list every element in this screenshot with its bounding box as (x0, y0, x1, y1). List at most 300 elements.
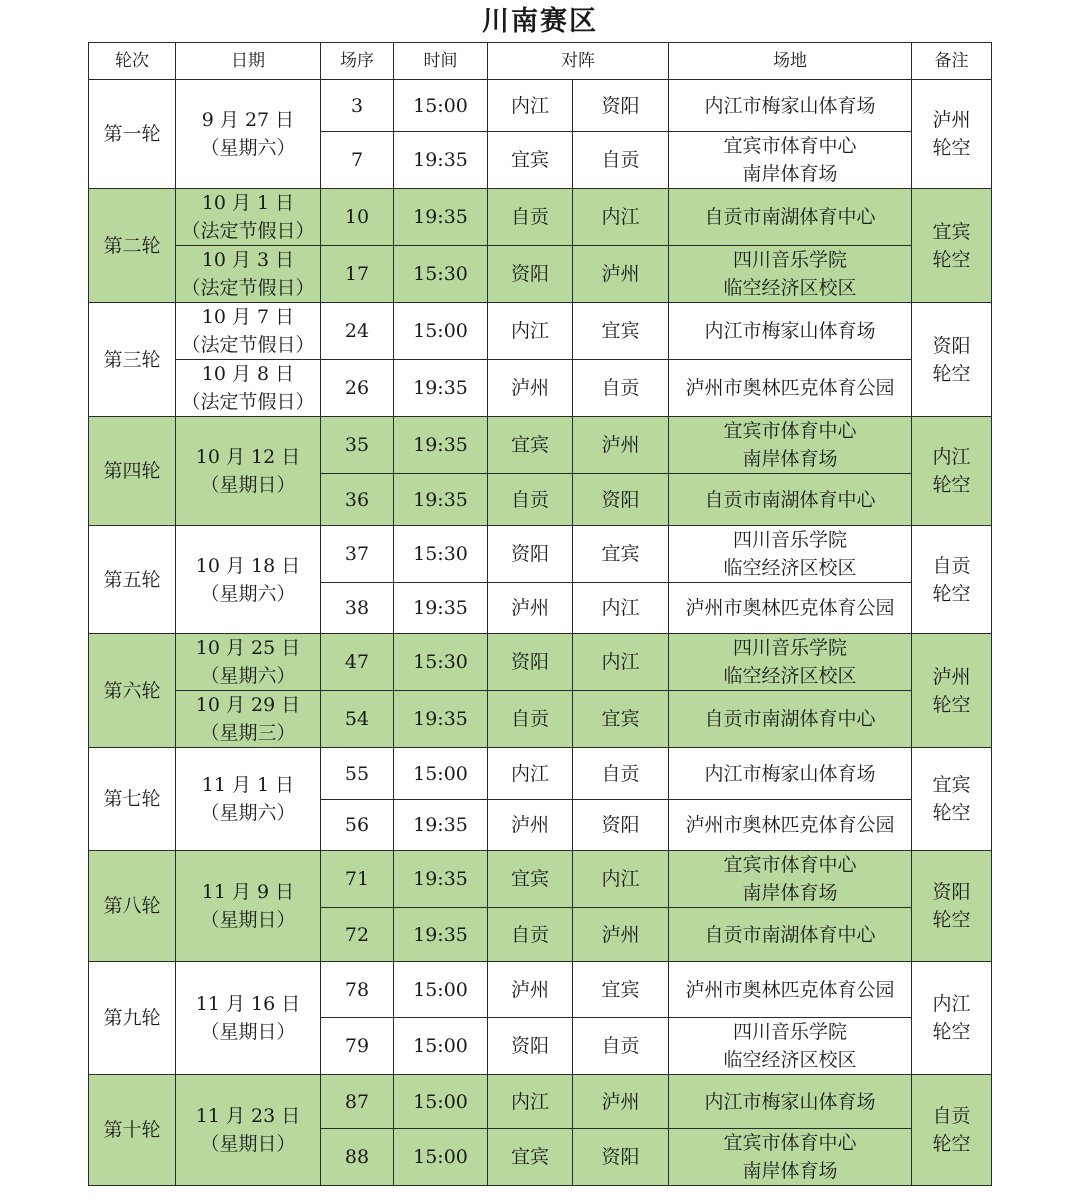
venue-cell-line: 泸州市奥林匹克体育公园 (685, 597, 895, 619)
venue-cell (669, 583, 912, 634)
time-cell (394, 417, 488, 474)
note-cell-line: 轮空 (932, 582, 971, 605)
home-team-cell-line: 泸州 (510, 814, 549, 836)
match-no-cell (321, 691, 394, 748)
note-cell-line: 轮空 (932, 1021, 971, 1043)
away-team-cell (573, 800, 669, 851)
match-no-cell (321, 132, 394, 189)
home-team-cell (488, 474, 573, 526)
home-team-cell (488, 800, 573, 851)
match-no-cell-line: 38 (344, 597, 370, 619)
time-cell-line: 15:00 (413, 1090, 468, 1113)
time-cell (394, 303, 488, 360)
date-cell (176, 1075, 321, 1186)
home-team-cell-line: 泸州 (510, 597, 549, 619)
header-round: 轮次 (89, 43, 176, 80)
home-team-cell-line: 内江 (510, 94, 549, 117)
date-cell-line: 10 月 25 日 (195, 637, 301, 659)
time-cell-line: 15:00 (413, 320, 468, 342)
away-team-cell-line: 自贡 (601, 149, 640, 171)
home-team-cell (488, 908, 573, 962)
date-cell (176, 360, 321, 417)
note-cell-line: 宜宾 (932, 220, 971, 243)
home-team-cell (488, 691, 573, 748)
venue-cell (669, 474, 912, 526)
home-team-cell-line: 宜宾 (510, 868, 549, 890)
match-no-cell-line: 24 (344, 320, 370, 342)
home-team-cell-line: 内江 (510, 320, 549, 342)
round-cell-line: 第三轮 (103, 348, 161, 371)
venue-cell-line: 南岸体育场 (742, 1160, 838, 1182)
note-cell-line: 轮空 (932, 693, 971, 716)
venue-cell-line: 南岸体育场 (742, 163, 838, 185)
match-no-cell (321, 962, 394, 1018)
time-cell (394, 526, 488, 583)
note-cell-line: 轮空 (932, 248, 971, 271)
round-cell (89, 80, 176, 189)
match-no-cell (321, 189, 394, 246)
away-team-cell-line: 泸州 (601, 434, 640, 456)
home-team-cell (488, 80, 573, 132)
match-no-cell-line: 37 (344, 543, 370, 565)
home-team-cell-line: 宜宾 (510, 1146, 549, 1168)
note-cell-line: 轮空 (932, 474, 971, 496)
venue-cell (669, 1075, 912, 1129)
note-cell-line: 轮空 (932, 802, 971, 824)
match-no-cell (321, 303, 394, 360)
venue-cell (669, 526, 912, 583)
time-cell (394, 1075, 488, 1129)
home-team-cell (488, 634, 573, 691)
venue-cell (669, 246, 912, 303)
time-cell (394, 132, 488, 189)
away-team-cell (573, 526, 669, 583)
home-team-cell-line: 宜宾 (510, 434, 549, 456)
match-no-cell (321, 474, 394, 526)
time-cell (394, 583, 488, 634)
venue-cell-line: 内江市梅家山体育场 (704, 94, 876, 117)
home-team-cell (488, 1075, 573, 1129)
time-cell-line: 15:30 (413, 263, 468, 285)
away-team-cell-line: 资阳 (601, 814, 640, 836)
date-cell (176, 80, 321, 189)
venue-cell-line: 四川音乐学院 (732, 1021, 847, 1043)
away-team-cell-line: 内江 (601, 651, 640, 673)
time-cell-line: 19:35 (413, 206, 468, 228)
round-cell (89, 303, 176, 417)
time-cell (394, 851, 488, 908)
home-team-cell (488, 851, 573, 908)
away-team-cell-line: 自贡 (601, 377, 640, 399)
venue-cell-line: 南岸体育场 (742, 882, 838, 904)
note-cell-line: 轮空 (932, 137, 971, 159)
schedule-table (88, 42, 992, 1186)
away-team-cell (573, 132, 669, 189)
date-cell-line: （法定节假日） (181, 220, 315, 242)
date-cell-line: （星期日） (200, 1021, 296, 1043)
match-no-cell (321, 80, 394, 132)
note-cell-line: 资阳 (932, 334, 971, 357)
note-cell-line: 泸州 (932, 109, 971, 131)
date-cell-line: 10 月 3 日 (201, 249, 295, 271)
time-cell (394, 634, 488, 691)
home-team-cell (488, 583, 573, 634)
round-cell (89, 417, 176, 526)
time-cell (394, 962, 488, 1018)
time-cell-line: 15:00 (413, 978, 468, 1001)
date-cell-line: 9 月 27 日 (201, 109, 295, 131)
venue-cell (669, 417, 912, 474)
date-cell-line: （星期六） (200, 802, 296, 824)
match-no-cell-line: 55 (344, 762, 370, 785)
venue-cell-line: 四川音乐学院 (732, 249, 847, 271)
match-row (89, 360, 992, 417)
venue-cell (669, 800, 912, 851)
match-no-cell (321, 526, 394, 583)
venue-cell-line: 四川音乐学院 (732, 637, 847, 659)
time-cell-line: 15:30 (413, 543, 468, 565)
round-cell-line: 第十轮 (103, 1119, 161, 1141)
match-no-cell (321, 634, 394, 691)
venue-cell-line: 泸州市奥林匹克体育公园 (685, 814, 895, 836)
away-team-cell (573, 474, 669, 526)
away-team-cell (573, 417, 669, 474)
time-cell (394, 748, 488, 800)
match-row (89, 748, 992, 800)
away-team-cell-line: 资阳 (601, 488, 640, 511)
time-cell-line: 15:30 (413, 651, 468, 673)
note-cell-line: 内江 (932, 993, 971, 1015)
venue-cell-line: 临空经济区校区 (723, 665, 857, 687)
date-cell-line: （法定节假日） (181, 391, 315, 413)
note-cell (912, 526, 992, 634)
home-team-cell-line: 泸州 (510, 377, 549, 399)
date-cell (176, 691, 321, 748)
match-no-cell-line: 88 (344, 1146, 370, 1168)
round-cell-line: 第四轮 (103, 460, 161, 482)
note-cell-line: 泸州 (932, 665, 971, 688)
match-no-cell-line: 54 (344, 708, 370, 730)
date-cell-line: 10 月 1 日 (201, 192, 295, 214)
venue-cell (669, 908, 912, 962)
time-cell-line: 19:35 (413, 434, 468, 456)
venue-cell-line: 临空经济区校区 (723, 1049, 857, 1071)
match-no-cell-line: 26 (344, 377, 370, 399)
date-cell-line: 11 月 9 日 (201, 881, 295, 903)
time-cell (394, 908, 488, 962)
time-cell (394, 189, 488, 246)
date-cell-line: （星期六） (200, 582, 296, 605)
away-team-cell-line: 泸州 (601, 923, 640, 946)
match-no-cell (321, 908, 394, 962)
match-no-cell (321, 851, 394, 908)
round-cell-line: 第五轮 (103, 568, 161, 591)
date-cell-line: （星期六） (200, 137, 296, 159)
match-no-cell-line: 56 (344, 814, 370, 836)
venue-cell-line: 临空经济区校区 (723, 557, 857, 579)
note-cell (912, 962, 992, 1075)
venue-cell-line: 四川音乐学院 (732, 529, 847, 551)
match-no-cell-line: 35 (344, 434, 370, 456)
match-row (89, 417, 992, 474)
date-cell (176, 748, 321, 851)
home-team-cell (488, 189, 573, 246)
date-cell (176, 417, 321, 526)
match-no-cell-line: 10 (344, 206, 370, 228)
home-team-cell-line: 资阳 (510, 1035, 549, 1057)
header-match-no: 场序 (321, 43, 394, 80)
match-row (89, 246, 992, 303)
venue-cell-line: 自贡市南湖体育中心 (704, 488, 876, 511)
venue-cell-line: 宜宾市体育中心 (723, 854, 857, 876)
match-row (89, 189, 992, 246)
home-team-cell-line: 内江 (510, 762, 549, 785)
match-row (89, 634, 992, 691)
home-team-cell-line: 自贡 (510, 708, 549, 730)
note-cell (912, 634, 992, 748)
venue-cell (669, 748, 912, 800)
match-row (89, 851, 992, 908)
date-cell-line: 11 月 1 日 (201, 774, 295, 796)
match-no-cell-line: 17 (344, 263, 370, 285)
match-no-cell (321, 748, 394, 800)
away-team-cell (573, 246, 669, 303)
away-team-cell-line: 宜宾 (601, 543, 640, 565)
away-team-cell-line: 宜宾 (601, 978, 640, 1001)
page-title: 川南赛区 (482, 6, 598, 37)
match-row (89, 962, 992, 1018)
time-cell-line: 19:35 (413, 814, 468, 836)
away-team-cell-line: 自贡 (601, 1035, 640, 1057)
away-team-cell-line: 资阳 (601, 94, 640, 117)
venue-cell-line: 内江市梅家山体育场 (704, 320, 876, 342)
round-cell (89, 526, 176, 634)
match-no-cell-line: 3 (350, 94, 364, 117)
round-cell (89, 189, 176, 303)
match-row (89, 303, 992, 360)
venue-cell-line: 内江市梅家山体育场 (704, 1090, 876, 1113)
round-cell (89, 962, 176, 1075)
date-cell (176, 526, 321, 634)
match-no-cell (321, 417, 394, 474)
match-no-cell-line: 72 (344, 923, 370, 946)
match-no-cell-line: 71 (344, 868, 370, 890)
note-cell (912, 417, 992, 526)
date-cell-line: （星期六） (200, 665, 296, 687)
match-no-cell (321, 1018, 394, 1075)
round-cell (89, 748, 176, 851)
venue-cell-line: 自贡市南湖体育中心 (704, 708, 876, 730)
time-cell-line: 19:35 (413, 597, 468, 619)
venue-cell-line: 宜宾市体育中心 (723, 135, 857, 157)
venue-cell (669, 691, 912, 748)
home-team-cell-line: 自贡 (510, 923, 549, 946)
match-row (89, 1075, 992, 1129)
venue-cell (669, 1129, 912, 1186)
home-team-cell-line: 资阳 (510, 543, 549, 565)
match-no-cell (321, 1075, 394, 1129)
away-team-cell (573, 189, 669, 246)
away-team-cell (573, 1075, 669, 1129)
match-no-cell (321, 800, 394, 851)
header-venue: 场地 (669, 43, 912, 80)
time-cell-line: 19:35 (413, 377, 468, 399)
round-cell-line: 第七轮 (103, 788, 161, 810)
away-team-cell (573, 583, 669, 634)
note-cell-line: 自贡 (932, 554, 971, 577)
home-team-cell (488, 1018, 573, 1075)
home-team-cell-line: 资阳 (510, 651, 549, 673)
time-cell-line: 19:35 (413, 488, 468, 511)
home-team-cell (488, 417, 573, 474)
date-cell-line: （星期日） (200, 474, 296, 496)
time-cell-line: 15:00 (413, 762, 468, 785)
date-cell-line: 11 月 16 日 (195, 993, 301, 1015)
time-cell-line: 15:00 (413, 1146, 468, 1168)
home-team-cell-line: 自贡 (510, 488, 549, 511)
away-team-cell-line: 资阳 (601, 1146, 640, 1168)
date-cell-line: 10 月 18 日 (195, 554, 301, 577)
home-team-cell-line: 自贡 (510, 206, 549, 228)
venue-cell-line: 内江市梅家山体育场 (704, 762, 876, 785)
match-no-cell-line: 47 (344, 651, 370, 673)
note-cell-line: 轮空 (932, 362, 971, 385)
away-team-cell (573, 748, 669, 800)
date-cell-line: （星期日） (200, 909, 296, 931)
venue-cell (669, 360, 912, 417)
away-team-cell (573, 962, 669, 1018)
away-team-cell-line: 内江 (601, 868, 640, 890)
venue-cell-line: 泸州市奥林匹克体育公园 (685, 978, 895, 1001)
round-cell-line: 第六轮 (103, 679, 161, 702)
round-cell-line: 第一轮 (103, 123, 161, 145)
note-cell (912, 80, 992, 189)
time-cell (394, 360, 488, 417)
match-row (89, 80, 992, 132)
away-team-cell-line: 宜宾 (601, 320, 640, 342)
venue-cell-line: 宜宾市体育中心 (723, 420, 857, 442)
home-team-cell-line: 资阳 (510, 263, 549, 285)
date-cell-line: （星期日） (200, 1133, 296, 1155)
home-team-cell (488, 303, 573, 360)
away-team-cell (573, 80, 669, 132)
venue-cell-line: 自贡市南湖体育中心 (704, 923, 876, 946)
date-cell-line: 10 月 29 日 (195, 694, 301, 716)
date-cell-line: 10 月 12 日 (195, 446, 301, 468)
note-cell-line: 轮空 (932, 1133, 971, 1155)
venue-cell-line: 自贡市南湖体育中心 (704, 206, 876, 228)
note-cell (912, 851, 992, 962)
venue-cell (669, 80, 912, 132)
time-cell (394, 246, 488, 303)
away-team-cell-line: 泸州 (601, 263, 640, 285)
home-team-cell (488, 1129, 573, 1186)
match-no-cell-line: 79 (344, 1035, 370, 1057)
round-cell (89, 634, 176, 748)
home-team-cell (488, 246, 573, 303)
time-cell-line: 19:35 (413, 708, 468, 730)
header-matchup: 对阵 (488, 43, 669, 80)
time-cell (394, 800, 488, 851)
note-cell (912, 1075, 992, 1186)
time-cell-line: 19:35 (413, 868, 468, 890)
date-cell (176, 246, 321, 303)
round-cell-line: 第二轮 (103, 234, 161, 257)
venue-cell (669, 851, 912, 908)
note-cell-line: 资阳 (932, 881, 971, 903)
venue-cell (669, 962, 912, 1018)
match-no-cell-line: 78 (344, 978, 370, 1001)
time-cell (394, 80, 488, 132)
match-no-cell (321, 360, 394, 417)
venue-cell-line: 南岸体育场 (742, 448, 838, 470)
time-cell (394, 1129, 488, 1186)
time-cell-line: 19:35 (413, 923, 468, 946)
away-team-cell (573, 303, 669, 360)
home-team-cell (488, 360, 573, 417)
home-team-cell-line: 内江 (510, 1090, 549, 1113)
home-team-cell-line: 泸州 (510, 978, 549, 1001)
note-cell (912, 748, 992, 851)
date-cell-line: （星期三） (200, 722, 296, 744)
venue-cell-line: 临空经济区校区 (723, 277, 857, 299)
away-team-cell (573, 851, 669, 908)
round-cell-line: 第九轮 (103, 1007, 161, 1029)
match-no-cell-line: 36 (344, 488, 370, 511)
away-team-cell (573, 1129, 669, 1186)
away-team-cell (573, 360, 669, 417)
date-cell (176, 189, 321, 246)
date-cell-line: 10 月 7 日 (201, 306, 295, 328)
header-note: 备注 (912, 43, 992, 80)
venue-cell-line: 泸州市奥林匹克体育公园 (685, 377, 895, 399)
date-cell (176, 634, 321, 691)
note-cell-line: 自贡 (932, 1105, 971, 1127)
home-team-cell (488, 132, 573, 189)
date-cell (176, 851, 321, 962)
time-cell (394, 474, 488, 526)
away-team-cell (573, 634, 669, 691)
time-cell-line: 19:35 (413, 149, 468, 171)
venue-cell-line: 宜宾市体育中心 (723, 1132, 857, 1154)
venue-cell (669, 132, 912, 189)
date-cell (176, 962, 321, 1075)
note-cell-line: 宜宾 (932, 774, 971, 796)
venue-cell (669, 303, 912, 360)
match-row (89, 526, 992, 583)
date-cell-line: （法定节假日） (181, 334, 315, 356)
time-cell-line: 15:00 (413, 94, 468, 117)
away-team-cell (573, 691, 669, 748)
round-cell (89, 851, 176, 962)
away-team-cell (573, 1018, 669, 1075)
match-row (89, 691, 992, 748)
round-cell-line: 第八轮 (103, 895, 161, 917)
match-no-cell (321, 246, 394, 303)
note-cell-line: 内江 (932, 446, 971, 468)
date-cell-line: （法定节假日） (181, 277, 315, 299)
away-team-cell-line: 内江 (601, 206, 640, 228)
round-cell (89, 1075, 176, 1186)
away-team-cell-line: 泸州 (601, 1090, 640, 1113)
away-team-cell (573, 908, 669, 962)
venue-cell (669, 189, 912, 246)
note-cell-line: 轮空 (932, 909, 971, 931)
schedule-body (89, 80, 992, 1186)
date-cell (176, 303, 321, 360)
venue-cell (669, 1018, 912, 1075)
note-cell (912, 303, 992, 417)
